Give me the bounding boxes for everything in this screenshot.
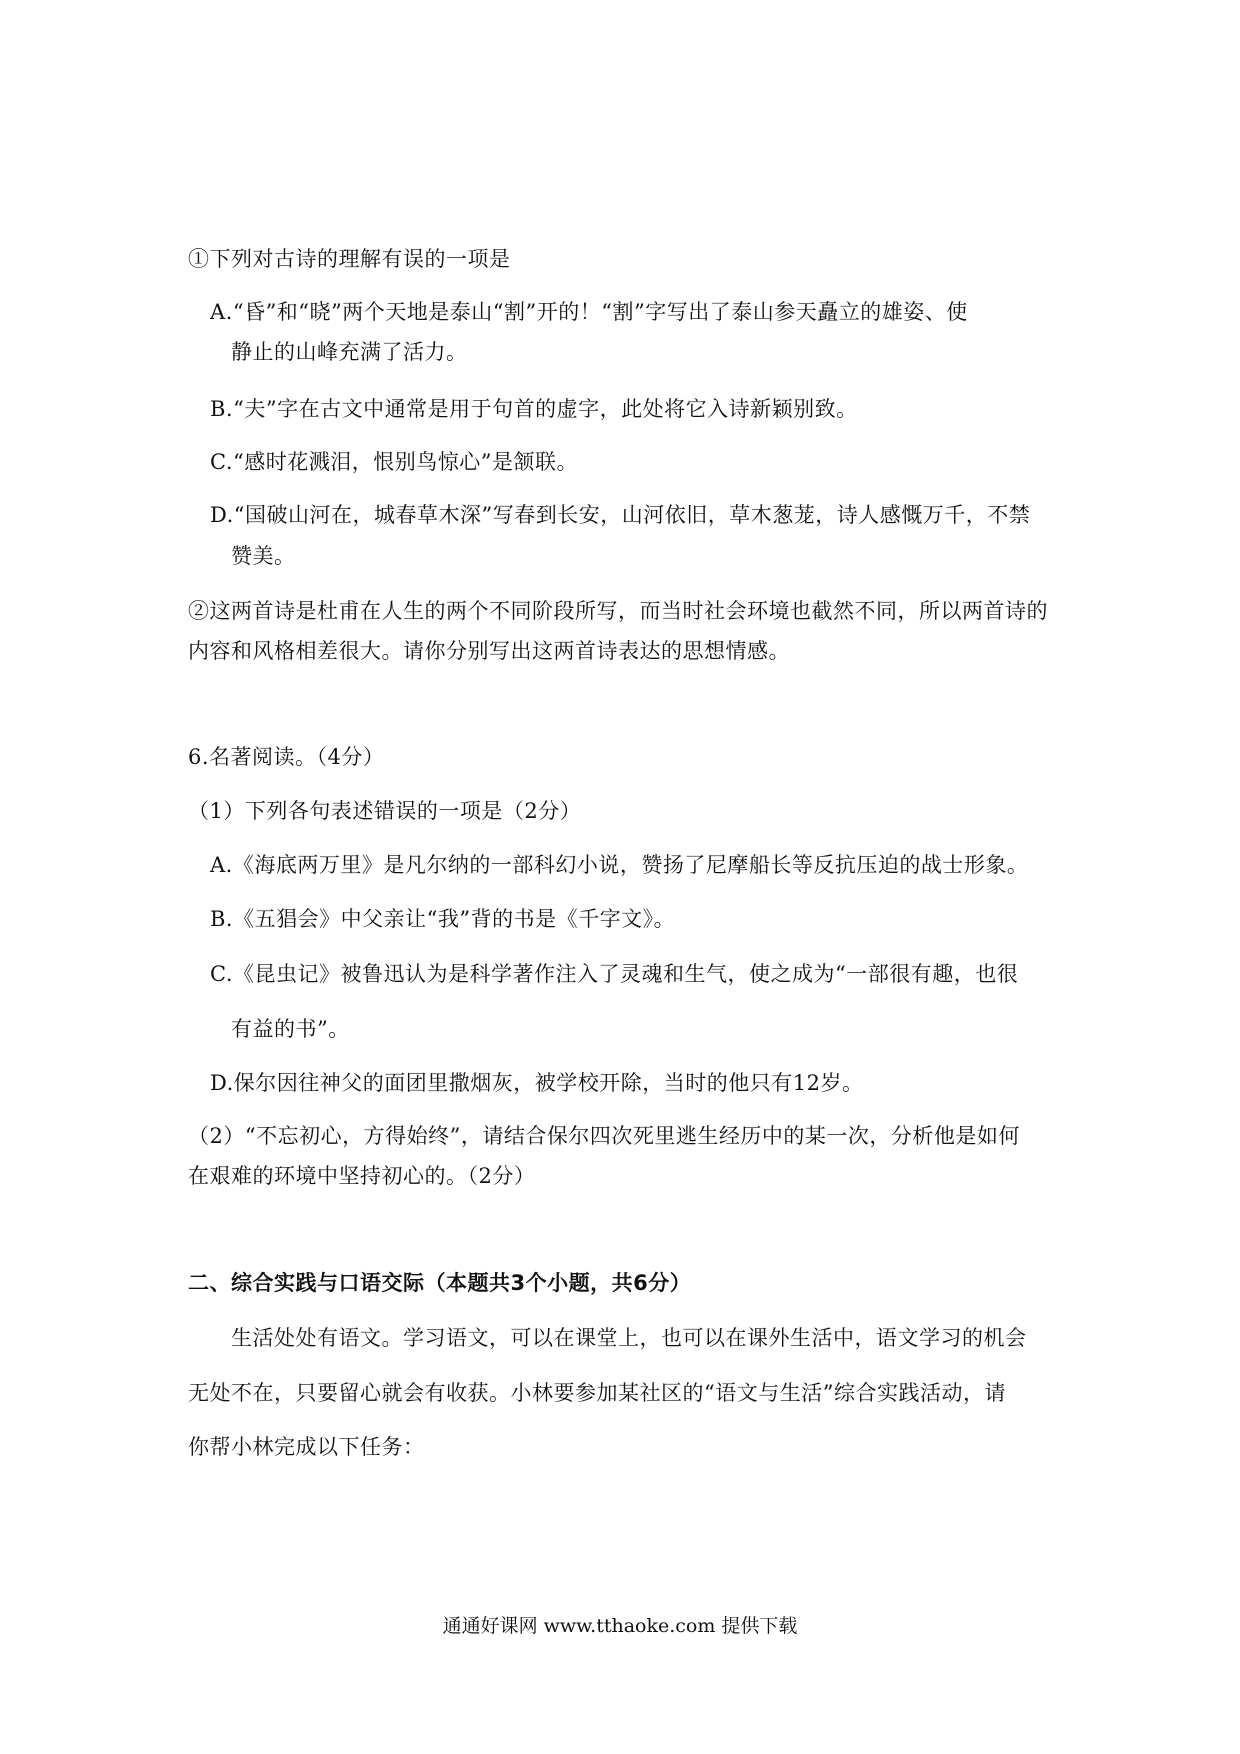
q6-option-c-line1: C.《昆虫记》被鲁迅认为是科学著作注入了灵魂和生气，使之成为“一部很有趣，也很 [210, 962, 1019, 986]
q5-sub2-line2: 内容和风格相差很大。请你分别写出这两首诗表达的思想情感。 [188, 639, 790, 663]
q5-sub2-line1: ②这两首诗是杜甫在人生的两个不同阶段所写，而当时社会环境也截然不同，所以两首诗的 [188, 599, 1048, 623]
section2-paragraph-line2: 无处不在，只要留心就会有收获。小林要参加某社区的“语文与生活”综合实践活动，请 [188, 1381, 1006, 1405]
q5-option-b: B.“夫”字在古文中通常是用于句首的虚字，此处将它入诗新颖别致。 [210, 397, 858, 421]
footer-source: 通通好课网 www.tthaoke.com 提供下载 [442, 1615, 798, 1637]
q5-option-a-line1: A.“昏”和“晓”两个天地是泰山“割”开的！“割”字写出了泰山参天矗立的雄姿、使 [210, 300, 968, 324]
q5-option-a-line2: 静止的山峰充满了活力。 [231, 340, 468, 364]
q6-option-b: B.《五猖会》中父亲让“我”背的书是《千字文》。 [210, 907, 676, 931]
q6-option-c-line2: 有益的书”。 [231, 1017, 350, 1041]
q6-option-a: A.《海底两万里》是凡尔纳的一部科幻小说，赞扬了尼摩船长等反抗压迫的战士形象。 [210, 853, 1029, 877]
q5-option-d-line1: D.“国破山河在，城春草木深”写春到长安，山河依旧，草木葱茏，诗人感慨万千，不禁 [210, 503, 1031, 527]
q6-sub1-stem: （1）下列各句表述错误的一项是（2分） [188, 799, 582, 823]
section2-paragraph-line3: 你帮小林完成以下任务： [188, 1435, 425, 1459]
q6-option-d: D.保尔因往神父的面团里撒烟灰，被学校开除，当时的他只有12岁。 [210, 1071, 864, 1095]
q5-option-c: C.“感时花溅泪，恨别鸟惊心”是颔联。 [210, 450, 578, 474]
q6-title: 6.名著阅读。（4分） [188, 745, 385, 769]
q5-option-d-line2: 赞美。 [231, 544, 296, 568]
section2-paragraph-line1: 生活处处有语文。学习语文，可以在课堂上，也可以在课外生活中，语文学习的机会 [231, 1326, 1027, 1350]
q5-sub1-stem: ①下列对古诗的理解有误的一项是 [188, 247, 511, 271]
section2-heading: 二、综合实践与口语交际（本题共3个小题，共6分） [188, 1271, 692, 1295]
q6-sub2-line1: （2）“不忘初心，方得始终”，请结合保尔四次死里逃生经历中的某一次，分析他是如何 [188, 1124, 1020, 1148]
q6-sub2-line2: 在艰难的环境中坚持初心的。（2分） [188, 1164, 536, 1188]
